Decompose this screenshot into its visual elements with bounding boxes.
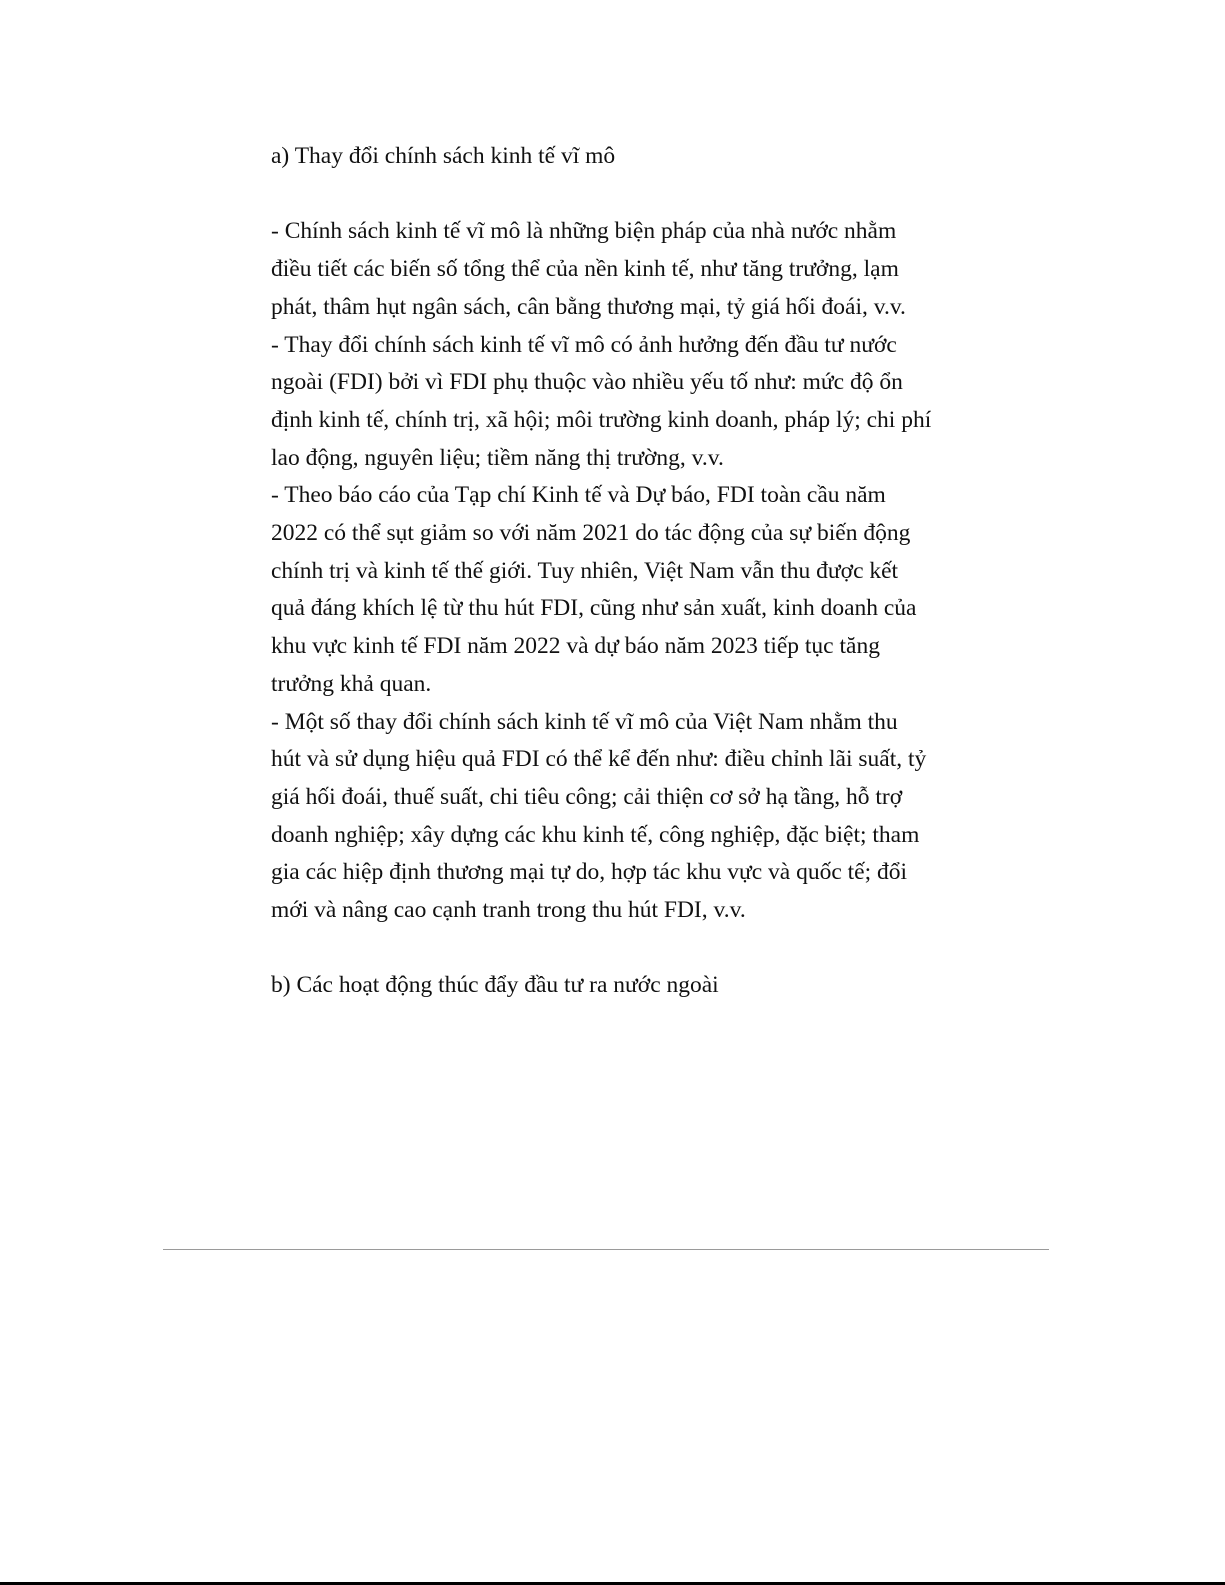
body-line: - Chính sách kinh tế vĩ mô là những biện pháp của nhà nước nhằm bbox=[271, 218, 897, 245]
body-line: hút và sử dụng hiệu quả FDI có thể kể đến như: điều chỉnh lãi suất, tỷ bbox=[271, 746, 927, 773]
body-line: ngoài (FDI) bởi vì FDI phụ thuộc vào nhiều yếu tố như: mức độ ổn bbox=[271, 369, 903, 396]
body-line: mới và nâng cao cạnh tranh trong thu hút FDI, v.v. bbox=[271, 897, 746, 924]
body-line: - Một số thay đổi chính sách kinh tế vĩ mô của Việt Nam nhằm thu bbox=[271, 708, 898, 735]
body-line: điều tiết các biến số tổng thể của nền kinh tế, như tăng trưởng, lạm bbox=[271, 256, 899, 283]
body-line: trưởng khả quan. bbox=[271, 670, 432, 697]
section-a-heading: a) Thay đổi chính sách kinh tế vĩ mô bbox=[271, 143, 616, 169]
body-line: phát, thâm hụt ngân sách, cân bằng thương mại, tỷ giá hối đoái, v.v. bbox=[271, 293, 906, 320]
body-line: 2022 có thể sụt giảm so với năm 2021 do tác động của sự biến động bbox=[271, 520, 911, 547]
section-a-body bbox=[271, 213, 961, 929]
body-line: khu vực kinh tế FDI năm 2022 và dự báo năm 2023 tiếp tục tăng bbox=[271, 633, 880, 660]
body-line: giá hối đoái, thuế suất, chi tiêu công; cải thiện cơ sở hạ tầng, hỗ trợ bbox=[271, 783, 903, 810]
body-line: quả đáng khích lệ từ thu hút FDI, cũng như sản xuất, kinh doanh của bbox=[271, 595, 917, 622]
section-b-heading: b) Các hoạt động thúc đẩy đầu tư ra nước ngoài bbox=[271, 972, 719, 999]
body-line: doanh nghiệp; xây dựng các khu kinh tế, công nghiệp, đặc biệt; tham bbox=[271, 821, 920, 848]
body-line: - Theo báo cáo của Tạp chí Kinh tế và Dự báo, FDI toàn cầu năm bbox=[271, 482, 886, 509]
body-line: định kinh tế, chính trị, xã hội; môi trường kinh doanh, pháp lý; chi phí bbox=[271, 406, 932, 433]
body-line: lao động, nguyên liệu; tiềm năng thị trường, v.v. bbox=[271, 444, 724, 471]
body-line: chính trị và kinh tế thế giới. Tuy nhiên, Việt Nam vẫn thu được kết bbox=[271, 557, 899, 584]
body-line: - Thay đổi chính sách kinh tế vĩ mô có ảnh hưởng đến đầu tư nước bbox=[271, 331, 897, 358]
page-separator bbox=[163, 1249, 1049, 1250]
document-page bbox=[271, 138, 961, 1005]
body-line: gia các hiệp định thương mại tự do, hợp tác khu vực và quốc tế; đổi bbox=[271, 859, 908, 886]
